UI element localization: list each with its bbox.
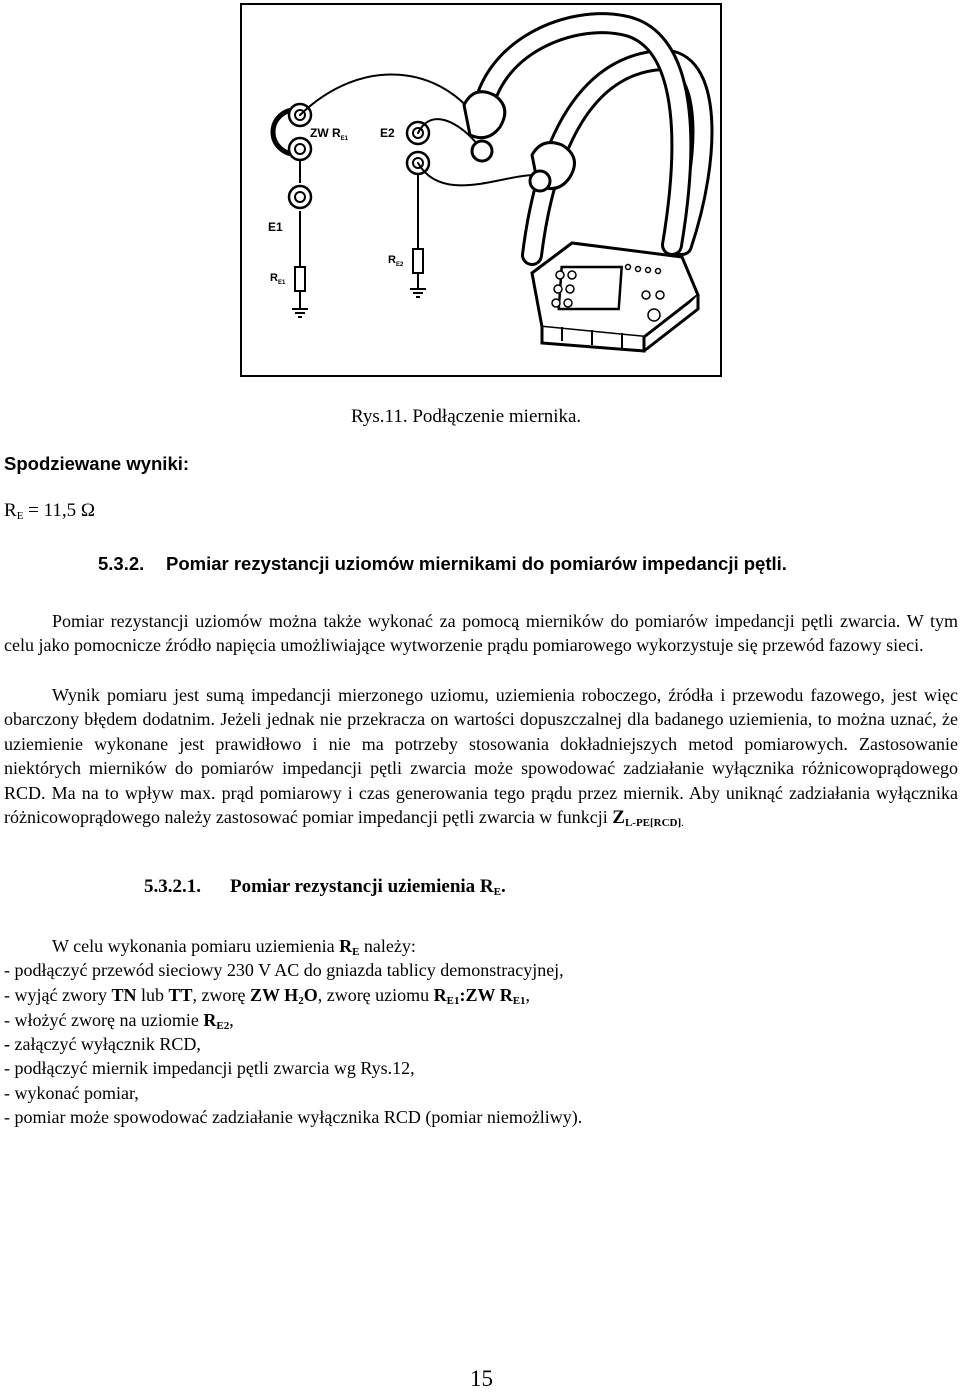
- step-2-zwr-sub: E1: [512, 995, 526, 1007]
- figure-caption: Rys.11. Podłączenie miernika.: [351, 406, 582, 427]
- step-2-r1-sub: E1: [446, 995, 460, 1007]
- step-2: [4, 985, 530, 1007]
- steps-intro-sub: E: [352, 946, 360, 958]
- label-e1: E1: [268, 220, 283, 234]
- step-2-d: , zworę uziomu: [317, 985, 434, 1005]
- step-7: - pomiar może spowodować zadziałanie wyłącznika RCD (pomiar niemożliwy).: [4, 1107, 583, 1127]
- label-re2: $R_{E2}$: [388, 254, 404, 268]
- step-5: - podłączyć miernik impedancji pętli zwarcia wg Rys.12,: [4, 1058, 415, 1078]
- page-number: 15: [470, 1366, 493, 1391]
- terminal-zw-bottom: [289, 138, 311, 160]
- re-symbol: R: [4, 500, 17, 521]
- step-4: [4, 1034, 201, 1055]
- steps-intro: [52, 936, 416, 958]
- paragraph-2-end: .: [681, 817, 684, 830]
- paragraph-1: Pomiar rezystancji uziomów można także wykonać za pomocą mierników do pomiarów impedancji pętli zwarcia. W tym celu jako pomocnicze źródło napięcia umożliwiające wytworzenie prądu pomiarowego wykorzystuje się przewód fazowy sieci.: [4, 611, 958, 656]
- step-2-zw-sub: 2: [298, 995, 304, 1007]
- paragraph-2-text: Wynik pomiaru jest sumą impedancji mierzonego uziomu, uziemienia roboczego, źródła i przewodu fazowego, jest więc obarczony błędem dodatnim. Jeżeli jednak nie przekracza on wartości dopuszczalnej dla badanego uziemienia, to można uznać, że uziemienie wykonane jest prawidłowo i nie ma potrzeby stosowania dokładniejszych metod pomiarowych. Zastosowanie niektórych mierników do pomiarów impedancji pętli zwarcia może spowodować zadziałanie wyłącznika różnicowoprądowego RCD. Ma na to wpływ max. prąd pomiarowy i czas generowania tego prądu przez miernik. Aby uniknąć zadziałania wyłącznika różnicowoprądowego należy zastosować pomiar impedancji pętli zwarcia w funkcji: [4, 685, 958, 828]
- terminal-e1: [289, 186, 311, 208]
- subsection-heading: [144, 876, 506, 898]
- clamp-1: [464, 92, 505, 161]
- step-2-tt: TT: [168, 985, 193, 1005]
- step-2-zwr: :ZW R: [459, 985, 513, 1005]
- paragraph-2: [4, 683, 958, 835]
- section-title: Pomiar rezystancji uziomów miernikami do pomiarów impedancji pętli.: [166, 553, 787, 574]
- connection-diagram: [242, 5, 720, 375]
- resistor-re2: [413, 249, 423, 273]
- subsection-number: 5.3.2.1.: [144, 876, 201, 897]
- resistor-re1: [295, 267, 305, 291]
- label-zw: ZW $R_{E1}$: [310, 126, 348, 142]
- steps-intro-end: należy:: [359, 936, 416, 956]
- step-2-c: , zworę: [192, 985, 250, 1005]
- label-e2: E2: [380, 126, 395, 140]
- re-subscript: E: [16, 510, 24, 522]
- step-3-a: - włożyć zworę na uziomie: [4, 1010, 204, 1030]
- re-value: = 11,5 Ω: [23, 500, 96, 521]
- z-subscript: L-PE[RCD]: [624, 817, 682, 830]
- step-1: - podłączyć przewód sieciowy 230 V AC do gniazda tablicy demonstracyjnej,: [4, 960, 564, 980]
- step-2-a: - wyjąć zwory: [4, 985, 112, 1005]
- step-3-sub: E2: [216, 1020, 230, 1032]
- step-4-text: załączyć wyłącznik RCD,: [10, 1034, 201, 1054]
- clamp-2: [530, 143, 575, 191]
- expected-results-heading: Spodziewane wyniki:: [4, 453, 190, 474]
- step-3-b: ,: [229, 1010, 234, 1030]
- step-2-zw: ZW H: [250, 985, 299, 1005]
- meter-cables: [300, 23, 702, 255]
- step-3-r: R: [203, 1010, 217, 1030]
- z-symbol: Z: [612, 807, 625, 829]
- step-2-r1: R: [433, 985, 447, 1005]
- ground-symbol-2: [410, 289, 426, 297]
- step-6: - wykonać pomiar,: [4, 1083, 139, 1103]
- step-2-o: O: [303, 985, 318, 1005]
- step-2-b: lub: [136, 985, 169, 1005]
- figure-frame: [240, 3, 722, 377]
- step-2-tn: TN: [111, 985, 137, 1005]
- step-4-dash: -: [4, 1034, 10, 1054]
- expected-re-value: [4, 500, 95, 522]
- step-2-e: ,: [525, 985, 531, 1005]
- step-3: [4, 1010, 234, 1032]
- meter-device: [532, 243, 698, 351]
- ground-symbol-1: [292, 309, 308, 317]
- steps-intro-text: W celu wykonania pomiaru uziemienia: [52, 936, 340, 956]
- steps-intro-r: R: [339, 936, 353, 956]
- label-re1: $R_{E1}$: [270, 272, 286, 286]
- section-number: 5.3.2.: [98, 553, 145, 574]
- subsection-title: Pomiar rezystancji uziemienia R: [230, 876, 494, 897]
- section-heading: [98, 553, 787, 575]
- subsection-title-end: .: [501, 876, 506, 897]
- subsection-title-sub: E: [493, 886, 501, 898]
